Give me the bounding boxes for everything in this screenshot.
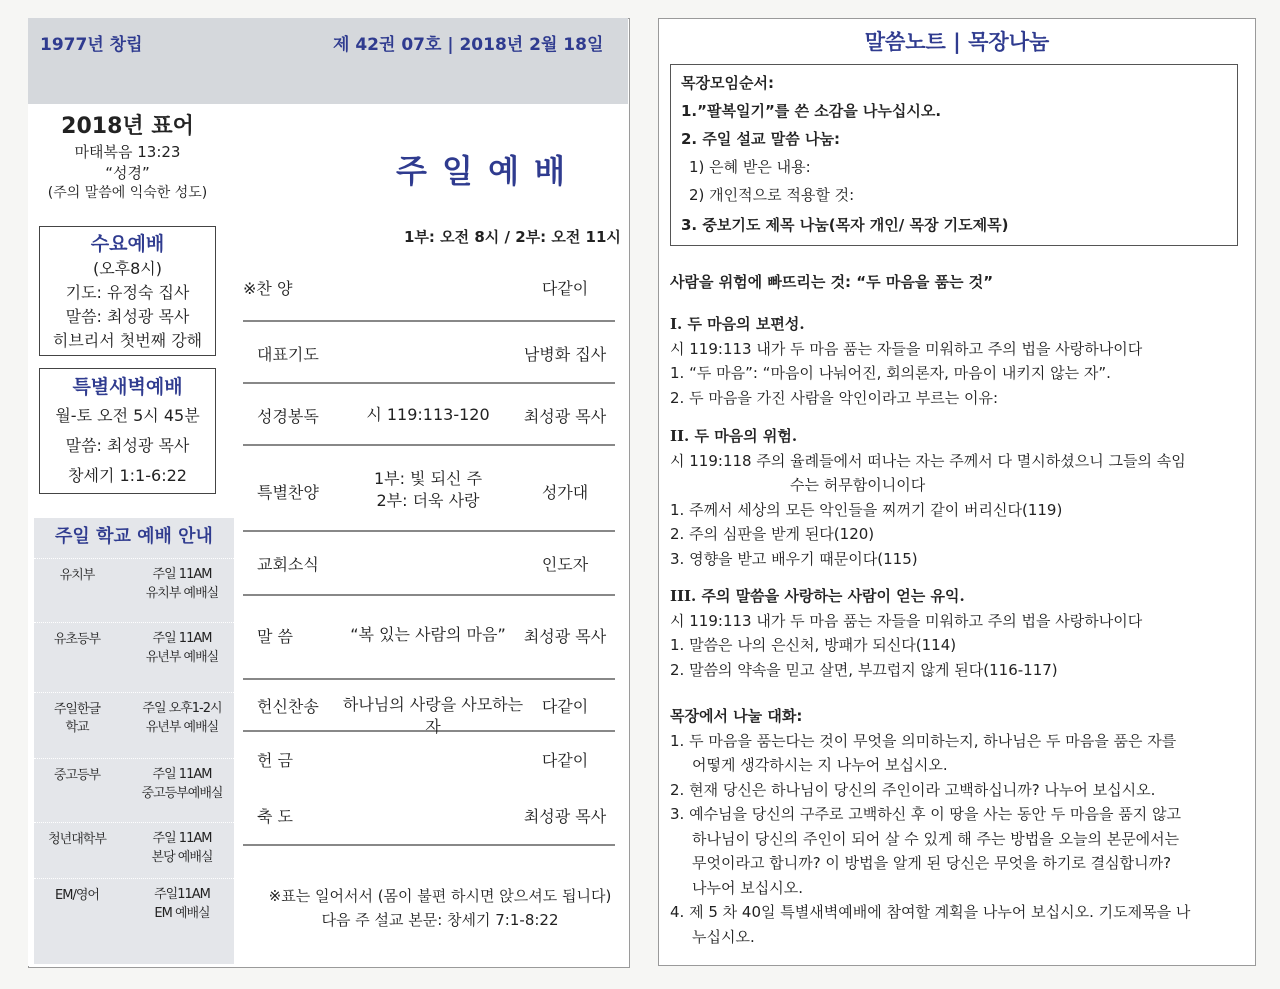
school-time: 주일 11AM xyxy=(152,567,212,582)
school-time: 주일 오후1-2시 xyxy=(142,701,222,716)
school-dept: 주일한글 xyxy=(53,702,101,717)
footnote-block xyxy=(240,884,640,932)
section-heading: II. 두 마음의 위험. xyxy=(670,427,798,445)
discussion-line: 2. 현재 당신은 하나님이 당신의 주인이라 고백하십니까? 나누어 보십시오. xyxy=(670,780,1156,799)
dawn-service-box xyxy=(39,368,216,494)
group-order-subitem: 1) 은혜 받은 내용: xyxy=(689,158,811,176)
discussion-line: 누십시오. xyxy=(692,927,755,946)
order-item-name: 헌신찬송 xyxy=(257,697,319,716)
school-row xyxy=(34,758,234,823)
wednesday-series: 히브리서 첫번째 강해 xyxy=(52,331,203,350)
issue-label: 제 42권 07호 | 2018년 2월 18일 xyxy=(333,35,604,55)
section-2 xyxy=(670,424,1250,571)
discussion-line: 4. 제 5 차 40일 특별새벽예배에 참여할 계획을 나누어 보십시오. 기도제목을 나 xyxy=(670,903,1191,921)
motto-verse: 마태복음 13:23 xyxy=(74,143,181,161)
discussion-line: 어떻게 생각하시는 지 나누어 보십시오. xyxy=(692,756,948,774)
school-row xyxy=(34,822,234,879)
order-row xyxy=(243,678,615,736)
order-row xyxy=(243,444,615,532)
group-order-heading: 목장모임순서: xyxy=(681,74,774,92)
discussion-line: 하나님이 당신의 주인이 되어 살 수 있게 해 주는 방법을 오늘의 본문에서는 xyxy=(692,829,1180,848)
discussion-line: 1. 두 마음을 품는다는 것이 무엇을 의미하는지, 하나님은 두 마음을 품은 자를 xyxy=(670,731,1177,750)
school-time: 주일11AM xyxy=(154,887,210,902)
standing-note: ※표는 일어서서 (몸이 불편 하시면 앉으셔도 됩니다) xyxy=(268,887,612,905)
discussion-section xyxy=(670,704,1250,949)
order-row xyxy=(243,730,615,786)
school-dept-line2: 학교 xyxy=(65,720,89,735)
wednesday-title: 수요예배 xyxy=(90,233,165,255)
section-line: 1. “두 마음”: “마음이 나눠어진, 회의론자, 마음이 내키지 않는 자”. xyxy=(670,364,1111,382)
discussion-heading: 목장에서 나눌 대화: xyxy=(670,707,803,725)
order-item-leader: 인도자 xyxy=(541,555,589,574)
sunday-school-title: 주일 학교 예배 안내 xyxy=(55,526,213,547)
order-item-name: 헌 금 xyxy=(257,751,293,770)
group-order-subitem: 2) 개인적으로 적용할 것: xyxy=(689,186,855,204)
order-row xyxy=(243,320,615,384)
section-line: 시 119:118 주의 율례들에서 떠나는 자는 주께서 다 멸시하셨으니 그들의 속임 xyxy=(670,451,1186,470)
order-item-detail: 시 119:113-120 xyxy=(366,405,490,424)
section-line: 1. 말씀은 나의 은신처, 방패가 되신다(114) xyxy=(670,636,957,654)
order-item-detail-2: 2부: 더욱 사랑 xyxy=(376,491,480,510)
sermon-title: 사람을 위험에 빠뜨리는 것: “두 마음을 품는 것” xyxy=(670,273,994,291)
order-item-leader: 다같이 xyxy=(541,751,589,770)
school-dept: 청년대학부 xyxy=(48,832,106,847)
order-item-name: ※찬 양 xyxy=(243,279,293,298)
service-title: 주 일 예 배 xyxy=(396,152,568,190)
section-line: 3. 영향을 받고 배우기 때문이다(115) xyxy=(670,549,918,568)
section-line: 2. 주의 심판을 받게 된다(120) xyxy=(670,525,875,543)
section-heading: III. 주의 말씀을 사랑하는 사람이 얻는 유익. xyxy=(670,587,965,605)
section-line: 수는 허무함이니이다 xyxy=(790,476,926,494)
order-row xyxy=(243,530,615,596)
order-item-leader: 성가대 xyxy=(541,483,589,502)
school-time: 주일 11AM xyxy=(152,631,212,646)
school-dept: 유치부 xyxy=(59,568,95,583)
discussion-line: 무엇이라고 합니까? 이 방법을 알게 된 당신은 무엇을 하기로 결심합니까? xyxy=(692,854,1172,872)
order-item-leader: 다같이 xyxy=(541,697,589,716)
order-row xyxy=(243,594,615,680)
group-order-box xyxy=(670,64,1238,246)
order-item-name: 특별찬양 xyxy=(257,483,319,502)
dawn-title: 특별새벽예배 xyxy=(72,376,183,398)
school-place: 중고등부예배실 xyxy=(141,786,223,801)
wednesday-sermon: 말씀: 최성광 목사 xyxy=(65,307,190,326)
order-item-leader: 최성광 목사 xyxy=(523,807,607,826)
discussion-line: 3. 예수님을 당신의 구주로 고백하신 후 이 땅을 사는 동안 두 마음을 품지 않고 xyxy=(670,805,1181,823)
section-line: 1. 주께서 세상의 모든 악인들을 찌꺼기 같이 버리신다(119) xyxy=(670,500,1063,519)
dawn-scripture: 창세기 1:1-6:22 xyxy=(68,466,187,485)
order-item-detail: “복 있는 사람의 마음” xyxy=(350,625,506,644)
section-line: 2. 말씀의 약속을 믿고 살면, 부끄럽지 않게 된다(116-117) xyxy=(670,660,1058,679)
motto-subtitle: (주의 말씀에 익숙한 성도) xyxy=(47,185,208,201)
school-dept: EM/영어 xyxy=(55,888,99,903)
dawn-time: 월-토 오전 5시 45분 xyxy=(55,406,200,425)
section-heading: I. 두 마음의 보편성. xyxy=(670,315,805,333)
school-row xyxy=(34,622,234,693)
school-row xyxy=(34,692,234,759)
order-item-detail: 하나님의 사랑을 사모하는 자 xyxy=(342,695,524,736)
right-page-title: 말씀노트 | 목장나눔 xyxy=(864,30,1050,54)
section-3 xyxy=(670,584,1250,682)
sunday-school-panel xyxy=(34,518,234,964)
order-item-detail: 1부: 빛 되신 주 xyxy=(373,469,483,488)
order-row xyxy=(243,786,615,846)
school-dept: 유초등부 xyxy=(53,632,101,647)
order-item-name: 교회소식 xyxy=(257,555,319,574)
motto-title: 2018년 표어 xyxy=(61,114,194,139)
dawn-sermon: 말씀: 최성광 목사 xyxy=(65,436,190,455)
order-item-name: 대표기도 xyxy=(257,345,319,364)
school-dept: 중고등부 xyxy=(53,768,101,783)
group-order-item: 2. 주일 설교 말씀 나눔: xyxy=(681,130,840,148)
discussion-line: 나누어 보십시오. xyxy=(692,878,803,897)
next-sermon-text: 다음 주 설교 본문: 창세기 7:1-8:22 xyxy=(321,911,559,929)
school-time: 주일 11AM xyxy=(152,767,212,782)
service-times: 1부: 오전 8시 / 2부: 오전 11시 xyxy=(404,228,621,246)
school-place: 유년부 예배실 xyxy=(145,720,219,735)
wednesday-prayer: 기도: 유정숙 집사 xyxy=(65,283,190,302)
school-time: 주일 11AM xyxy=(152,831,212,846)
section-1 xyxy=(670,312,1250,410)
school-place: EM 예배실 xyxy=(154,906,210,921)
order-row xyxy=(243,382,615,446)
section-line: 시 119:113 내가 두 마음 품는 자들을 미워하고 주의 법을 사랑하나이다 xyxy=(670,611,1143,630)
motto-quote: “성경” xyxy=(105,164,150,182)
school-place: 유년부 예배실 xyxy=(145,650,219,665)
school-row xyxy=(34,558,234,623)
order-item-leader: 다같이 xyxy=(541,279,589,298)
order-item-name: 말 씀 xyxy=(257,627,293,646)
order-item-name: 성경봉독 xyxy=(257,407,319,426)
motto-block xyxy=(40,112,215,203)
section-line: 2. 두 마음을 가진 사람을 악인이라고 부르는 이유: xyxy=(670,388,999,407)
school-place: 유치부 예배실 xyxy=(145,586,219,601)
order-item-leader: 남병화 집사 xyxy=(523,345,607,364)
section-line: 시 119:113 내가 두 마음 품는 자들을 미워하고 주의 법을 사랑하나이다 xyxy=(670,339,1143,358)
order-item-leader: 최성광 목사 xyxy=(523,407,607,426)
wednesday-time: (오후8시) xyxy=(92,259,163,278)
founded-label: 1977년 창립 xyxy=(40,35,143,55)
school-place: 본당 예배실 xyxy=(151,850,213,865)
order-row xyxy=(243,262,615,322)
group-order-item: 1.”팔복일기”를 쓴 소감을 나누십시오. xyxy=(681,102,942,120)
wednesday-service-box xyxy=(39,226,216,356)
order-item-leader: 최성광 목사 xyxy=(523,627,607,646)
group-order-item: 3. 중보기도 제목 나눔(목자 개인/ 목장 기도제목) xyxy=(681,216,1009,234)
order-item-name: 축 도 xyxy=(257,807,293,826)
school-row xyxy=(34,878,234,939)
